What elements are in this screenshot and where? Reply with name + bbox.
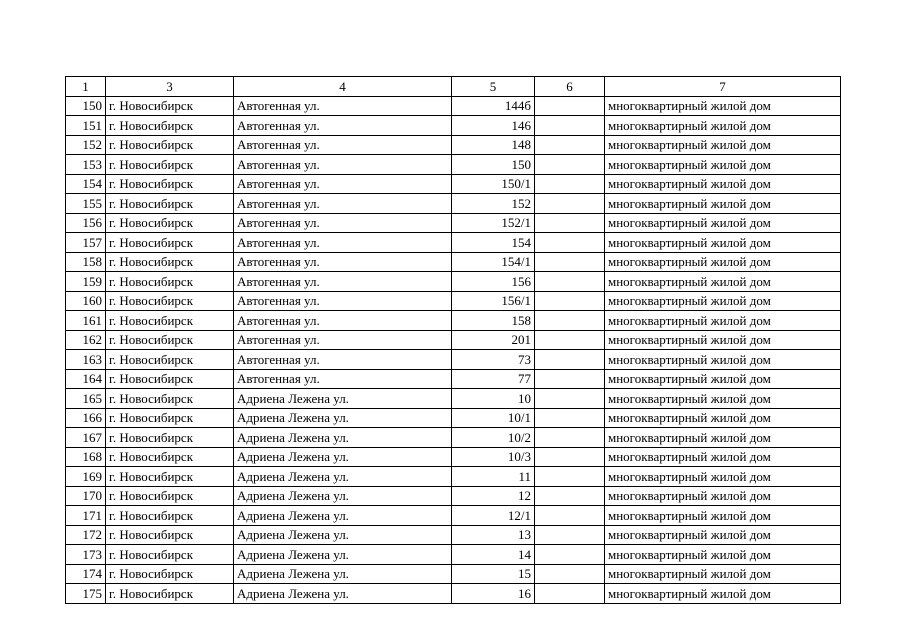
row-number-cell: 154 xyxy=(66,174,106,194)
table-row xyxy=(66,272,841,292)
street-cell: Автогенная ул. xyxy=(234,272,452,292)
house-number-cell: 73 xyxy=(452,350,535,370)
column-header-number: 1 xyxy=(66,77,106,97)
housing-registry-table xyxy=(65,76,841,604)
street-cell: Автогенная ул. xyxy=(234,311,452,331)
street-cell: Автогенная ул. xyxy=(234,252,452,272)
building-type-cell: многоквартирный жилой дом xyxy=(605,545,841,565)
city-cell: г. Новосибирск xyxy=(106,447,234,467)
row-number-cell: 168 xyxy=(66,447,106,467)
building-type-cell: многоквартирный жилой дом xyxy=(605,272,841,292)
building-type-cell: многоквартирный жилой дом xyxy=(605,428,841,448)
table-row xyxy=(66,194,841,214)
street-cell: Автогенная ул. xyxy=(234,213,452,233)
city-cell: г. Новосибирск xyxy=(106,194,234,214)
house-number-cell: 152 xyxy=(452,194,535,214)
street-cell: Автогенная ул. xyxy=(234,291,452,311)
house-number-cell: 158 xyxy=(452,311,535,331)
extra-cell xyxy=(535,330,605,350)
city-cell: г. Новосибирск xyxy=(106,174,234,194)
building-type-cell: многоквартирный жилой дом xyxy=(605,194,841,214)
city-cell: г. Новосибирск xyxy=(106,408,234,428)
street-cell: Адриена Лежена ул. xyxy=(234,467,452,487)
row-number-cell: 170 xyxy=(66,486,106,506)
table-row xyxy=(66,389,841,409)
row-number-cell: 167 xyxy=(66,428,106,448)
row-number-cell: 159 xyxy=(66,272,106,292)
building-type-cell: многоквартирный жилой дом xyxy=(605,96,841,116)
city-cell: г. Новосибирск xyxy=(106,467,234,487)
row-number-cell: 156 xyxy=(66,213,106,233)
city-cell: г. Новосибирск xyxy=(106,233,234,253)
city-cell: г. Новосибирск xyxy=(106,135,234,155)
row-number-cell: 160 xyxy=(66,291,106,311)
table-row xyxy=(66,506,841,526)
extra-cell xyxy=(535,486,605,506)
house-number-cell: 156 xyxy=(452,272,535,292)
row-number-cell: 173 xyxy=(66,545,106,565)
house-number-cell: 154/1 xyxy=(452,252,535,272)
table-row xyxy=(66,135,841,155)
row-number-cell: 161 xyxy=(66,311,106,331)
city-cell: г. Новосибирск xyxy=(106,252,234,272)
table-row xyxy=(66,525,841,545)
street-cell: Автогенная ул. xyxy=(234,330,452,350)
table-row xyxy=(66,291,841,311)
city-cell: г. Новосибирск xyxy=(106,96,234,116)
house-number-cell: 150 xyxy=(452,155,535,175)
house-number-cell: 152/1 xyxy=(452,213,535,233)
building-type-cell: многоквартирный жилой дом xyxy=(605,252,841,272)
street-cell: Адриена Лежена ул. xyxy=(234,486,452,506)
row-number-cell: 157 xyxy=(66,233,106,253)
building-type-cell: многоквартирный жилой дом xyxy=(605,350,841,370)
city-cell: г. Новосибирск xyxy=(106,369,234,389)
city-cell: г. Новосибирск xyxy=(106,564,234,584)
street-cell: Автогенная ул. xyxy=(234,116,452,136)
table-row xyxy=(66,213,841,233)
row-number-cell: 163 xyxy=(66,350,106,370)
row-number-cell: 162 xyxy=(66,330,106,350)
house-number-cell: 154 xyxy=(452,233,535,253)
city-cell: г. Новосибирск xyxy=(106,272,234,292)
city-cell: г. Новосибирск xyxy=(106,155,234,175)
building-type-cell: многоквартирный жилой дом xyxy=(605,447,841,467)
street-cell: Автогенная ул. xyxy=(234,350,452,370)
street-cell: Автогенная ул. xyxy=(234,174,452,194)
street-cell: Автогенная ул. xyxy=(234,233,452,253)
extra-cell xyxy=(535,96,605,116)
building-type-cell: многоквартирный жилой дом xyxy=(605,116,841,136)
street-cell: Адриена Лежена ул. xyxy=(234,506,452,526)
table-row xyxy=(66,584,841,604)
street-cell: Автогенная ул. xyxy=(234,135,452,155)
extra-cell xyxy=(535,369,605,389)
city-cell: г. Новосибирск xyxy=(106,330,234,350)
row-number-cell: 174 xyxy=(66,564,106,584)
row-number-cell: 166 xyxy=(66,408,106,428)
building-type-cell: многоквартирный жилой дом xyxy=(605,506,841,526)
building-type-cell: многоквартирный жилой дом xyxy=(605,486,841,506)
house-number-cell: 10/2 xyxy=(452,428,535,448)
extra-cell xyxy=(535,350,605,370)
building-type-cell: многоквартирный жилой дом xyxy=(605,233,841,253)
row-number-cell: 169 xyxy=(66,467,106,487)
street-cell: Адриена Лежена ул. xyxy=(234,545,452,565)
table-row xyxy=(66,96,841,116)
extra-cell xyxy=(535,116,605,136)
street-cell: Адриена Лежена ул. xyxy=(234,428,452,448)
extra-cell xyxy=(535,545,605,565)
building-type-cell: многоквартирный жилой дом xyxy=(605,311,841,331)
city-cell: г. Новосибирск xyxy=(106,584,234,604)
extra-cell xyxy=(535,233,605,253)
street-cell: Адриена Лежена ул. xyxy=(234,389,452,409)
extra-cell xyxy=(535,272,605,292)
city-cell: г. Новосибирск xyxy=(106,350,234,370)
row-number-cell: 155 xyxy=(66,194,106,214)
house-number-cell: 156/1 xyxy=(452,291,535,311)
street-cell: Адриена Лежена ул. xyxy=(234,584,452,604)
extra-cell xyxy=(535,311,605,331)
table-body xyxy=(66,96,841,603)
building-type-cell: многоквартирный жилой дом xyxy=(605,389,841,409)
row-number-cell: 165 xyxy=(66,389,106,409)
city-cell: г. Новосибирск xyxy=(106,311,234,331)
city-cell: г. Новосибирск xyxy=(106,506,234,526)
extra-cell xyxy=(535,564,605,584)
house-number-cell: 148 xyxy=(452,135,535,155)
building-type-cell: многоквартирный жилой дом xyxy=(605,408,841,428)
extra-cell xyxy=(535,155,605,175)
building-type-cell: многоквартирный жилой дом xyxy=(605,564,841,584)
extra-cell xyxy=(535,467,605,487)
house-number-cell: 16 xyxy=(452,584,535,604)
house-number-cell: 15 xyxy=(452,564,535,584)
table-row xyxy=(66,174,841,194)
house-number-cell: 146 xyxy=(452,116,535,136)
house-number-cell: 10 xyxy=(452,389,535,409)
table-row xyxy=(66,408,841,428)
header-row xyxy=(66,77,841,97)
building-type-cell: многоквартирный жилой дом xyxy=(605,369,841,389)
house-number-cell: 11 xyxy=(452,467,535,487)
table-row xyxy=(66,486,841,506)
table-row xyxy=(66,233,841,253)
building-type-cell: многоквартирный жилой дом xyxy=(605,174,841,194)
house-number-cell: 201 xyxy=(452,330,535,350)
house-number-cell: 77 xyxy=(452,369,535,389)
house-number-cell: 144б xyxy=(452,96,535,116)
table-row xyxy=(66,330,841,350)
column-header-street: 4 xyxy=(234,77,452,97)
house-number-cell: 12 xyxy=(452,486,535,506)
table-row xyxy=(66,311,841,331)
city-cell: г. Новосибирск xyxy=(106,213,234,233)
column-header-city: 3 xyxy=(106,77,234,97)
city-cell: г. Новосибирск xyxy=(106,116,234,136)
table-row xyxy=(66,116,841,136)
row-number-cell: 158 xyxy=(66,252,106,272)
extra-cell xyxy=(535,291,605,311)
extra-cell xyxy=(535,252,605,272)
house-number-cell: 10/3 xyxy=(452,447,535,467)
city-cell: г. Новосибирск xyxy=(106,389,234,409)
column-header-building-type: 7 xyxy=(605,77,841,97)
street-cell: Автогенная ул. xyxy=(234,96,452,116)
street-cell: Адриена Лежена ул. xyxy=(234,564,452,584)
street-cell: Адриена Лежена ул. xyxy=(234,408,452,428)
house-number-cell: 14 xyxy=(452,545,535,565)
city-cell: г. Новосибирск xyxy=(106,428,234,448)
house-number-cell: 10/1 xyxy=(452,408,535,428)
row-number-cell: 171 xyxy=(66,506,106,526)
building-type-cell: многоквартирный жилой дом xyxy=(605,213,841,233)
table-row xyxy=(66,467,841,487)
table-row xyxy=(66,350,841,370)
table-row xyxy=(66,564,841,584)
extra-cell xyxy=(535,194,605,214)
table-row xyxy=(66,155,841,175)
table-row xyxy=(66,428,841,448)
row-number-cell: 151 xyxy=(66,116,106,136)
extra-cell xyxy=(535,428,605,448)
building-type-cell: многоквартирный жилой дом xyxy=(605,467,841,487)
extra-cell xyxy=(535,135,605,155)
city-cell: г. Новосибирск xyxy=(106,486,234,506)
extra-cell xyxy=(535,213,605,233)
table-row xyxy=(66,447,841,467)
extra-cell xyxy=(535,408,605,428)
row-number-cell: 150 xyxy=(66,96,106,116)
row-number-cell: 172 xyxy=(66,525,106,545)
building-type-cell: многоквартирный жилой дом xyxy=(605,525,841,545)
house-number-cell: 150/1 xyxy=(452,174,535,194)
house-number-cell: 13 xyxy=(452,525,535,545)
building-type-cell: многоквартирный жилой дом xyxy=(605,155,841,175)
extra-cell xyxy=(535,174,605,194)
building-type-cell: многоквартирный жилой дом xyxy=(605,135,841,155)
street-cell: Адриена Лежена ул. xyxy=(234,447,452,467)
row-number-cell: 164 xyxy=(66,369,106,389)
street-cell: Адриена Лежена ул. xyxy=(234,525,452,545)
street-cell: Автогенная ул. xyxy=(234,155,452,175)
table-row xyxy=(66,252,841,272)
city-cell: г. Новосибирск xyxy=(106,545,234,565)
extra-cell xyxy=(535,389,605,409)
house-number-cell: 12/1 xyxy=(452,506,535,526)
row-number-cell: 175 xyxy=(66,584,106,604)
extra-cell xyxy=(535,584,605,604)
extra-cell xyxy=(535,447,605,467)
table-row xyxy=(66,545,841,565)
building-type-cell: многоквартирный жилой дом xyxy=(605,330,841,350)
extra-cell xyxy=(535,506,605,526)
extra-cell xyxy=(535,525,605,545)
column-header-extra: 6 xyxy=(535,77,605,97)
city-cell: г. Новосибирск xyxy=(106,291,234,311)
column-header-house: 5 xyxy=(452,77,535,97)
row-number-cell: 153 xyxy=(66,155,106,175)
building-type-cell: многоквартирный жилой дом xyxy=(605,584,841,604)
street-cell: Автогенная ул. xyxy=(234,194,452,214)
street-cell: Автогенная ул. xyxy=(234,369,452,389)
city-cell: г. Новосибирск xyxy=(106,525,234,545)
row-number-cell: 152 xyxy=(66,135,106,155)
table-row xyxy=(66,369,841,389)
building-type-cell: многоквартирный жилой дом xyxy=(605,291,841,311)
